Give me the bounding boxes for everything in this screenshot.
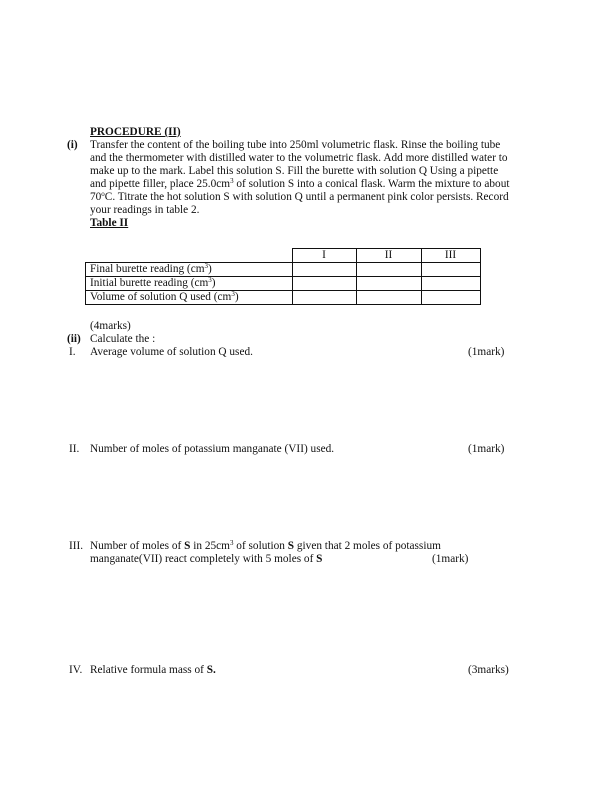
part-ii-text: Calculate the :: [90, 333, 156, 345]
results-table: [85, 248, 481, 305]
table-marks: (4marks): [90, 320, 131, 332]
question-marks: (1mark): [468, 346, 505, 358]
table-row: [86, 263, 481, 277]
instruction-line: 70$^o$C. Titrate the hot solution S with solution Q until a permanent pink color persists. Record: [90, 190, 509, 203]
part-ii-label: (ii): [67, 333, 81, 345]
table-title: Table II: [90, 217, 129, 229]
question-marks: (1mark): [468, 443, 505, 455]
instruction-line: and pipette filler, place $25.0cm^3$ of solution S into a conical flask. Warm the mixture to about: [90, 177, 510, 190]
question-text: Relative formula mass of S.: [90, 664, 216, 676]
column-header: III: [421, 249, 480, 263]
cell[interactable]: [356, 291, 421, 305]
cell[interactable]: [421, 263, 480, 277]
row-label: Final burette reading $(cm^3)$: [86, 263, 293, 277]
question-text: Average volume of solution Q used.: [90, 346, 253, 358]
question-text: Number of moles of S in $25cm^3$ of solution S given that 2 moles of potassium: [90, 539, 441, 552]
cell[interactable]: [356, 277, 421, 291]
cell[interactable]: [292, 263, 356, 277]
instruction-line: your readings in table 2.: [90, 204, 200, 216]
cell[interactable]: [421, 291, 480, 305]
part-i-label: (i): [67, 139, 78, 151]
cell[interactable]: [356, 263, 421, 277]
row-label: Volume of solution Q used $(cm^3)$: [86, 291, 293, 305]
question-number: II.: [69, 443, 80, 455]
row-label: Initial burette reading $(cm^3)$: [86, 277, 293, 291]
question-marks: (1mark): [432, 553, 469, 565]
procedure-heading: PROCEDURE (II): [90, 126, 181, 138]
instruction-line: and the thermometer with distilled water to the volumetric flask. Add more distilled water to: [90, 152, 508, 164]
question-number: IV.: [69, 664, 83, 676]
column-header: I: [292, 249, 356, 263]
cell[interactable]: [292, 277, 356, 291]
question-marks: (3marks): [468, 664, 509, 676]
cell[interactable]: [292, 291, 356, 305]
table-row: [86, 291, 481, 305]
instruction-line: make up to the mark. Label this solution S. Fill the burette with solution Q Using a pipette: [90, 165, 499, 177]
cell[interactable]: [421, 277, 480, 291]
table-header-row: [86, 249, 481, 263]
question-text: Number of moles of potassium manganate (VII) used.: [90, 443, 335, 455]
instruction-line: Transfer the content of the boiling tube into 250ml volumetric flask. Rinse the boiling tube: [90, 139, 501, 151]
table-row: [86, 277, 481, 291]
question-text: manganate(VII) react completely with 5 moles of S: [90, 553, 323, 565]
column-header: II: [356, 249, 421, 263]
question-number: I.: [69, 346, 76, 358]
question-number: III.: [69, 540, 84, 552]
